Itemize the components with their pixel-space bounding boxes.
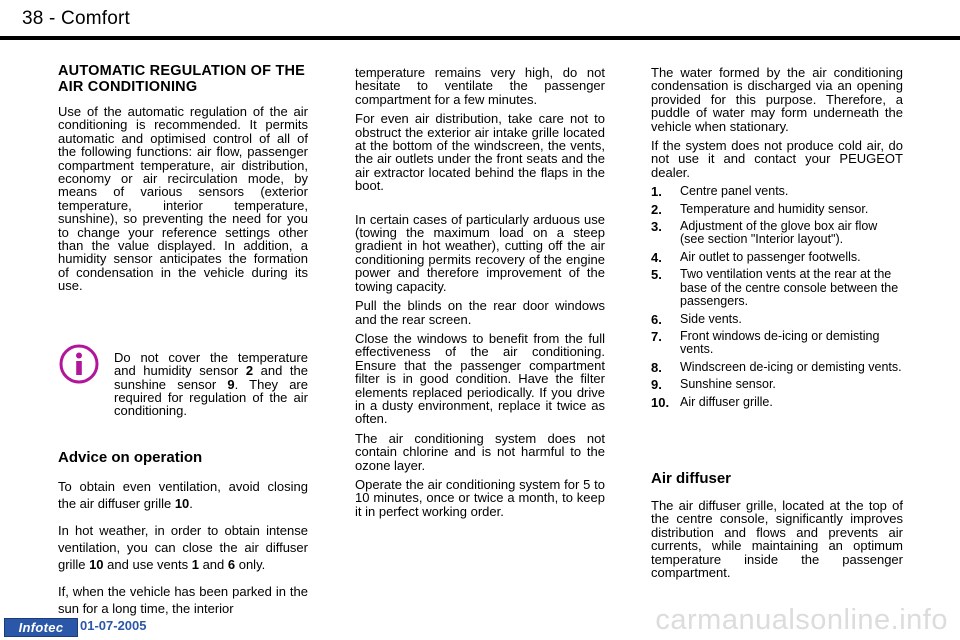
paragraph: The air conditioning system does not contain chlorine and is not harmful to the ozone layer. [355,430,605,473]
paragraph: In certain cases of particularly arduous use (towing the maximum load on a steep gradient in hot weather), cutting off the air conditioning permits recovery of the engine power and therefore improvement of the towing capacity. [355,211,605,294]
list-text: Side vents. [680,311,742,326]
list-number: 6. [651,311,662,327]
watermark: carmanualsonline.info [655,604,948,636]
list-text: Two ventilation vents at the rear at the base of the centre console between the passengers. [680,267,899,309]
list-item [651,313,903,326]
page-header [0,0,960,40]
page-title: 38 - Comfort [22,8,130,29]
page-footer [0,600,960,640]
paragraph: The water formed by the air conditioning condensation is discharged via an opening provided for this purpose. Therefore, a puddle of water may form underneath the vehicle when stationary. [651,65,903,134]
column-3 [651,66,903,585]
ref-number: 10 [89,556,104,572]
advice-text: only. [235,556,266,572]
list-number: 5. [651,267,662,283]
advice-paragraph-1 [58,478,308,512]
infotec-logo: Infotec [4,618,78,637]
advice-heading: Advice on operation [58,448,203,466]
list-number: 10. [651,394,670,410]
list-item [651,268,903,308]
footer-date: 01-07-2005 [80,618,147,633]
list-item [651,396,903,409]
air-diffuser-section [651,471,903,579]
air-diffuser-heading: Air diffuser [651,469,732,487]
air-diffuser-text: The air diffuser grille, located at the top of the centre console, significantly improves distribution and flows and prevents air currents, while maintaining an optimum temperature inside the passenger compartment. [651,497,903,580]
paragraph: If the system does not produce cold air, do not use it and contact your PEUGEOT dealer. [651,138,903,180]
list-item [651,185,903,198]
intro-paragraph: Use of the automatic regulation of the air conditioning is recommended. It permits automatic and optimised control of all of the following functions: air flow, passenger compartment temperature, air distribution, economy or air recirculation mode, by means of various sensors (exterior temperature, interior temperature, sunshine), so preventing the need for you to change your reference settings other than the value displayed. In addition, a humidity sensor anticipates the formation of condensation in the vehicle during its use. [58,104,308,294]
ref-number: 2 [245,363,254,379]
list-item [651,251,903,264]
list-text: Air outlet to passenger footwells. [680,249,861,264]
column-2 [355,66,605,524]
vent-legend-list [651,185,903,409]
list-number: 4. [651,249,662,265]
ref-number: 10 [174,495,190,511]
paragraph: Close the windows to benefit from the full effectiveness of the air conditioning. Ensure that the passenger compartment filter is in good condition. Have the filter elements replaced periodically. If you drive in a dusty environment, replace it twice as often. [355,330,605,427]
list-item [651,361,903,374]
paragraph: Operate the air conditioning system for 5 to 10 minutes, once or twice a month, to keep it in perfect working order. [355,476,605,519]
section-heading-auto-regulation: AUTOMATIC REGULATION OF THE AIR CONDITIONING [58,63,306,95]
advice-text: and [198,556,228,572]
list-text: Air diffuser grille. [680,394,773,409]
column-1 [58,64,308,627]
list-text: Temperature and humidity sensor. [680,201,869,216]
advice-text: To obtain even ventilation, avoid closing the air diffuser grille [58,478,308,511]
info-icon [58,343,100,385]
list-text: Sunshine sensor. [680,377,776,392]
advice-text: and use vents [103,556,192,572]
ref-number: 1 [191,556,199,572]
list-item [651,330,903,357]
paragraph: Pull the blinds on the rear door windows and the rear screen. [355,298,605,327]
paragraph: temperature remains very high, do not hesitate to ventilate the passenger compartment for a few minutes. [355,65,605,107]
info-text-part: and the sunshine sensor [114,363,308,392]
list-number: 3. [651,219,662,235]
info-text-part: Do not cover the temperature and humidity sensor [114,349,308,379]
info-note [58,351,308,418]
advice-section [58,450,308,617]
list-item [651,378,903,391]
list-number: 1. [651,184,662,200]
advice-text: . [189,495,193,511]
advice-paragraph-2 [58,522,308,573]
info-text-part: . They are required for regulation of the air conditioning. [114,376,308,419]
list-number: 8. [651,359,662,375]
list-text: Front windows de-icing or demisting vents. [680,328,880,357]
list-item [651,220,903,247]
paragraph: For even air distribution, take care not to obstruct the exterior air intake grille located at the bottom of the windscreen, the vents, the air outlets under the front seats and the air extractor located behind the flaps in the boot. [355,111,605,194]
list-text: Windscreen de-icing or demisting vents. [680,359,902,374]
list-item [651,203,903,216]
advice-paragraph-3: If, when the vehicle has been parked in the sun for a long time, the interior [58,583,308,616]
info-text [114,351,308,418]
ref-number: 9 [227,376,235,392]
advice-text: In hot weather, in order to obtain intense ventilation, you can close the air diffuser grille [58,522,308,572]
list-number: 2. [651,201,662,217]
header-rule [0,36,960,40]
ref-number: 6 [227,556,236,572]
list-number: 9. [651,377,662,393]
list-text: Adjustment of the glove box air flow (see section "Interior layout"). [680,219,878,247]
list-number: 7. [651,328,662,344]
list-text: Centre panel vents. [680,184,789,199]
